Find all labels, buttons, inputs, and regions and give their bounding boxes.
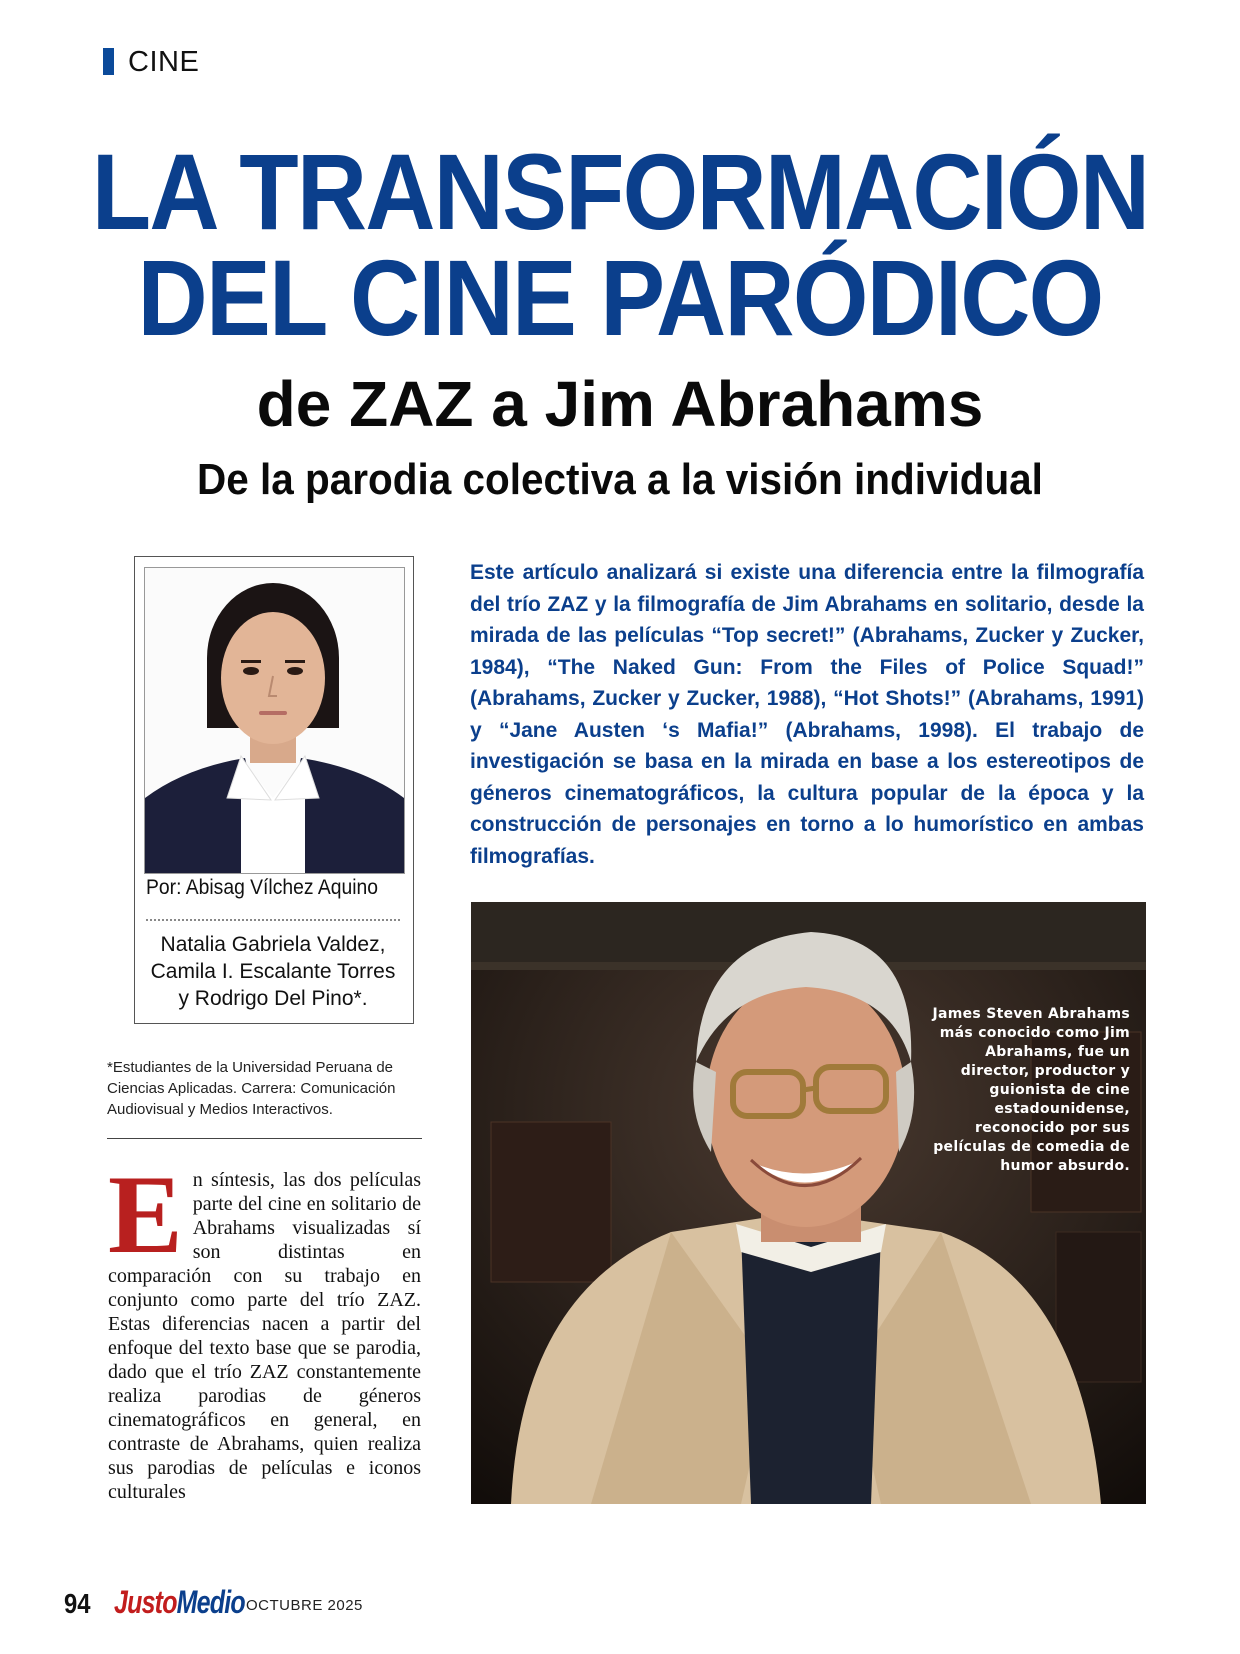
body-text: n síntesis, las dos películas parte del cine en solitario de Abrahams visualizadas sí son distintas en comparación con su trabajo en conjunto como parte del trío ZAZ. Estas diferencias nacen a partir del enfoque del texto base que se parodia, dado que el trío ZAZ constantemente realiza parodias de géneros cinematográficos en general, en contraste de Abrahams, quien realiza sus parodias de películas e iconos culturales xyxy=(108,1169,421,1503)
photo-caption: James Steven Abrahams más conocido como Jim Abrahams, fue un director, productor y guionista de cine estadounidense, reconocido por sus películas de comedia de humor absurdo. xyxy=(932,1006,1130,1174)
issue-date: OCTUBRE 2025 xyxy=(246,1597,363,1614)
headline-line-1: LA TRANSFORMACIÓN xyxy=(91,131,1149,252)
coauthor-line: y Rodrigo Del Pino*. xyxy=(178,987,368,1010)
deck: De la parodia colectiva a la visión individual xyxy=(197,455,1043,504)
headline-line-2: DEL CINE PARÓDICO xyxy=(137,237,1103,358)
body-paragraph xyxy=(108,1153,421,1504)
section-marker xyxy=(103,48,114,75)
photo-illustration xyxy=(471,902,1146,1504)
divider xyxy=(146,919,400,921)
author-portrait-photo xyxy=(144,567,405,874)
subheadline: de ZAZ a Jim Abrahams xyxy=(256,368,984,440)
author-portrait-illustration xyxy=(145,568,404,873)
jim-abrahams-photo xyxy=(471,902,1146,1504)
section-label: CINE xyxy=(128,46,200,78)
logo-part-justo: Justo xyxy=(114,1584,177,1620)
coauthor-line: Natalia Gabriela Valdez, xyxy=(160,933,386,956)
coauthors xyxy=(140,931,406,1012)
author-byline: Por: Abisag Vílchez Aquino xyxy=(146,876,378,899)
page-number: 94 xyxy=(64,1588,91,1619)
abstract: Este artículo analizará si existe una diferencia entre la filmografía del trío ZAZ y la filmografía de Jim Abrahams en solitario, desde la mirada de las películas “Top secret!” (Abrahams, Zucker y Zucker, 1984), “The Naked Gun: From the Files of Police Squad!” (Abrahams, Zucker y Zucker, 1988), “Hot Shots!” (Abrahams, 1991) y “Jane Austen ‘s Mafia!” (Abrahams, 1998). El trabajo de investigación se basa en la mirada en base a los estereotipos de géneros cinematográficos, la cultura popular de la época y la construcción de personajes en torno a lo humorístico en ambas filmografías. xyxy=(470,561,1144,868)
logo-part-medio: Medio xyxy=(176,1584,245,1620)
coauthor-line: Camila I. Escalante Torres xyxy=(150,960,396,983)
author-footnote: *Estudiantes de la Universidad Peruana de Ciencias Aplicadas. Carrera: Comunicación Audiovisual y Medios Interactivos. xyxy=(107,1059,396,1118)
magazine-logo xyxy=(114,1584,245,1621)
divider xyxy=(107,1138,422,1139)
drop-cap: E xyxy=(108,1153,183,1277)
